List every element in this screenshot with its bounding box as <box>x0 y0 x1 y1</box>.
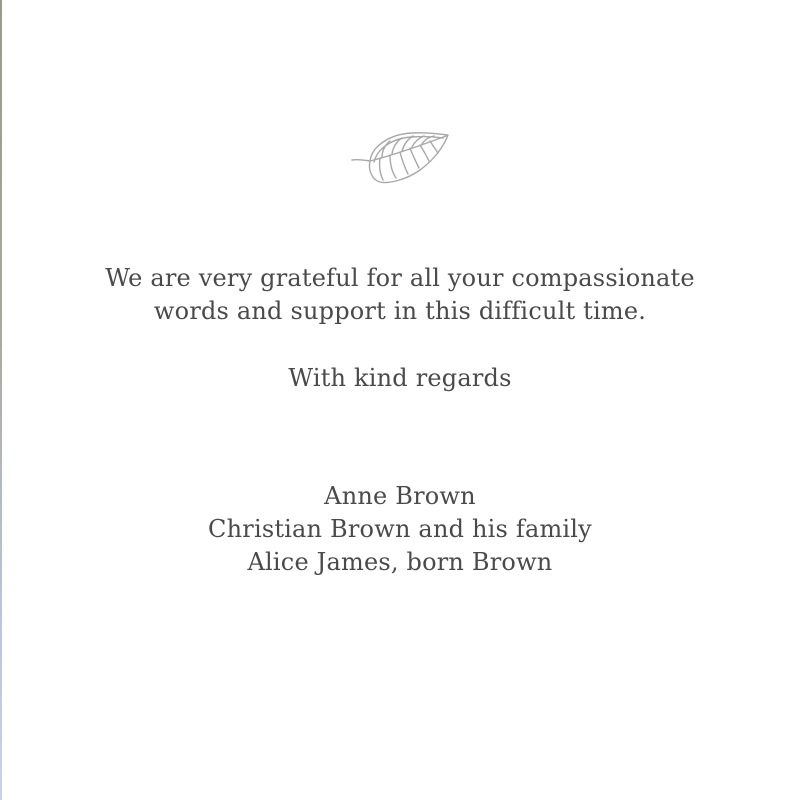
signature-name: Anne Brown <box>324 482 476 510</box>
thank-you-message <box>0 262 800 328</box>
card-edge-line <box>0 0 2 800</box>
leaf-icon <box>350 126 450 188</box>
message-line-1: We are very grateful for all your compassionate <box>105 264 695 292</box>
closing-salutation: With kind regards <box>288 364 512 392</box>
signatures-block <box>0 480 800 579</box>
signature-name: Christian Brown and his family <box>208 515 592 543</box>
message-line-2: words and support in this difficult time. <box>153 297 647 325</box>
signature-name: Alice James, born Brown <box>247 548 553 576</box>
